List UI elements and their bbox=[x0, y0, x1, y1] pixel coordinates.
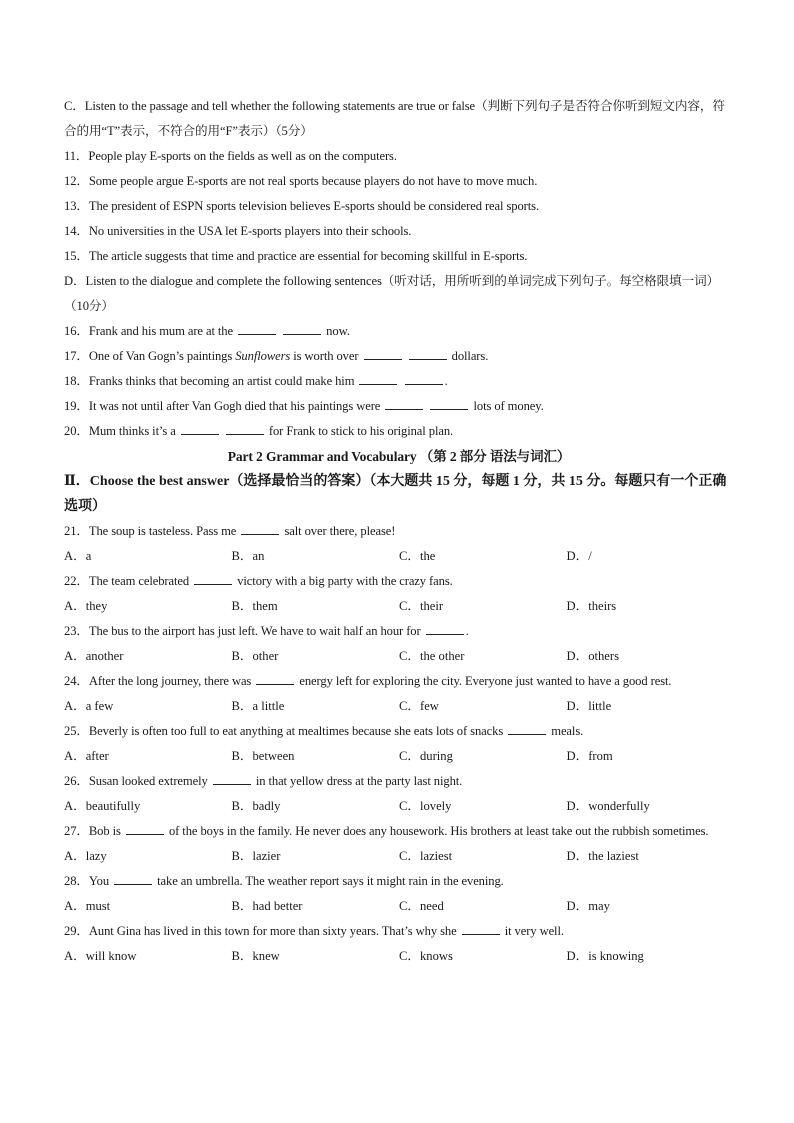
sentence-19 bbox=[64, 394, 734, 419]
sentence-18-text: 18．Franks thinks that becoming an artist could make him bbox=[64, 374, 355, 388]
answer-blank[interactable] bbox=[385, 398, 423, 410]
answer-blank[interactable] bbox=[508, 723, 546, 735]
option-c[interactable]: C．lovely bbox=[399, 799, 452, 813]
question-25 bbox=[64, 719, 734, 744]
question-26 bbox=[64, 769, 734, 794]
option-d[interactable]: D．/ bbox=[566, 549, 592, 563]
sentence-18-end: . bbox=[444, 374, 448, 388]
sentence-20-text: 20．Mum thinks it’s a bbox=[64, 424, 176, 438]
option-c[interactable]: C．their bbox=[399, 599, 444, 613]
option-a[interactable]: A．they bbox=[64, 599, 108, 613]
option-d[interactable]: D．wonderfully bbox=[566, 799, 650, 813]
option-a[interactable]: A．must bbox=[64, 899, 111, 913]
part2-heading: Part 2 Grammar and Vocabulary （第 2 部分 语法与词汇） bbox=[227, 449, 571, 464]
option-c[interactable]: C．the other bbox=[399, 649, 465, 663]
question-21-text: 21．The soup is tasteless. Pass me bbox=[64, 524, 237, 538]
question-24-end: energy left for exploring the city. Everyone just wanted to have a good rest. bbox=[299, 674, 672, 688]
question-26-text: 26．Susan looked extremely bbox=[64, 774, 208, 788]
option-b[interactable]: B．knew bbox=[231, 949, 280, 963]
statement-11: 11．People play E-sports on the fields as well as on the computers. bbox=[64, 149, 397, 163]
option-a[interactable]: A．after bbox=[64, 749, 109, 763]
option-d[interactable]: D．may bbox=[566, 899, 610, 913]
answer-blank[interactable] bbox=[409, 348, 447, 360]
question-23 bbox=[64, 619, 734, 644]
painting-title: Sunflowers bbox=[235, 349, 291, 363]
option-c[interactable]: C．the bbox=[399, 549, 436, 563]
sentence-20 bbox=[64, 419, 734, 444]
sentence-19-text: 19．It was not until after Van Gogh died that his paintings were bbox=[64, 399, 381, 413]
option-c[interactable]: C．knows bbox=[399, 949, 453, 963]
answer-blank[interactable] bbox=[426, 623, 464, 635]
question-21-options bbox=[64, 544, 734, 569]
question-26-options bbox=[64, 794, 734, 819]
question-29 bbox=[64, 919, 734, 944]
sentence-16-text: 16．Frank and his mum are at the bbox=[64, 324, 233, 338]
sentence-17 bbox=[64, 344, 734, 369]
exam-page bbox=[64, 94, 734, 969]
option-b[interactable]: B．badly bbox=[231, 799, 281, 813]
option-b[interactable]: B．an bbox=[231, 549, 265, 563]
option-d[interactable]: D．the laziest bbox=[566, 849, 639, 863]
answer-blank[interactable] bbox=[462, 923, 500, 935]
section-c-instruction: C．Listen to the passage and tell whether the following statements are true or false（判断下列句子是否符合你听到短文内容，符合的用“T”表示，不符合的用“F”表示）（5分） bbox=[64, 99, 725, 138]
option-c[interactable]: C．need bbox=[399, 899, 444, 913]
option-a[interactable]: A．will know bbox=[64, 949, 137, 963]
statement-15: 15．The article suggests that time and practice are essential for becoming skillful in E-sports. bbox=[64, 249, 528, 263]
option-b[interactable]: B．lazier bbox=[231, 849, 281, 863]
question-24-options bbox=[64, 694, 734, 719]
question-29-options bbox=[64, 944, 734, 969]
question-21 bbox=[64, 519, 734, 544]
answer-blank[interactable] bbox=[114, 873, 152, 885]
option-b[interactable]: B．had better bbox=[231, 899, 303, 913]
sentence-17-mid: is worth over bbox=[293, 349, 359, 363]
answer-blank[interactable] bbox=[126, 823, 164, 835]
option-b[interactable]: B．other bbox=[231, 649, 279, 663]
question-28-end: take an umbrella. The weather report says it might rain in the evening. bbox=[157, 874, 504, 888]
question-23-end: . bbox=[465, 624, 469, 638]
question-29-text: 29．Aunt Gina has lived in this town for more than sixty years. That’s why she bbox=[64, 924, 457, 938]
sentence-18 bbox=[64, 369, 734, 394]
answer-blank[interactable] bbox=[364, 348, 402, 360]
answer-blank[interactable] bbox=[283, 323, 321, 335]
question-25-text: 25．Beverly is often too full to eat anything at mealtimes because she eats lots of snacks bbox=[64, 724, 504, 738]
question-22-options bbox=[64, 594, 734, 619]
option-c[interactable]: C．laziest bbox=[399, 849, 453, 863]
answer-blank[interactable] bbox=[194, 573, 232, 585]
option-a[interactable]: A．another bbox=[64, 649, 124, 663]
answer-blank[interactable] bbox=[256, 673, 294, 685]
option-a[interactable]: A．a bbox=[64, 549, 92, 563]
option-a[interactable]: A．lazy bbox=[64, 849, 107, 863]
question-22 bbox=[64, 569, 734, 594]
answer-blank[interactable] bbox=[226, 423, 264, 435]
statement-13: 13．The president of ESPN sports television believes E-sports should be considered real sports. bbox=[64, 199, 540, 213]
sentence-16-end: now. bbox=[326, 324, 350, 338]
option-b[interactable]: B．between bbox=[231, 749, 295, 763]
question-21-end: salt over there, please! bbox=[284, 524, 396, 538]
sentence-20-end: for Frank to stick to his original plan. bbox=[268, 424, 454, 438]
answer-blank[interactable] bbox=[213, 773, 251, 785]
answer-blank[interactable] bbox=[359, 373, 397, 385]
option-d[interactable]: D．little bbox=[566, 699, 612, 713]
sentence-19-end: lots of money. bbox=[473, 399, 544, 413]
statement-14: 14．No universities in the USA let E-sports players into their schools. bbox=[64, 224, 412, 238]
question-24 bbox=[64, 669, 734, 694]
sentence-17-text: 17．One of Van Gogn’s paintings bbox=[64, 349, 233, 363]
option-b[interactable]: B．a little bbox=[231, 699, 285, 713]
statement-12: 12．Some people argue E-sports are not real sports because players do not have to move much. bbox=[64, 174, 538, 188]
section-ii-title: Ⅱ．Choose the best answer（选择最恰当的答案）（本大题共 15 分，每题 1 分，共 15 分。每题只有一个正确选项） bbox=[64, 474, 727, 514]
question-27-end: of the boys in the family. He never does any housework. His brothers at least take out the rubbish sometimes. bbox=[168, 824, 709, 838]
question-23-options bbox=[64, 644, 734, 669]
question-28-options bbox=[64, 894, 734, 919]
question-25-options bbox=[64, 744, 734, 769]
section-d-instruction: D．Listen to the dialogue and complete the following sentences（听对话，用所听到的单词完成下列句子。每空格限填一词）（10分） bbox=[64, 274, 720, 313]
question-29-end: it very well. bbox=[504, 924, 564, 938]
option-d[interactable]: D．theirs bbox=[566, 599, 617, 613]
question-27-text: 27．Bob is bbox=[64, 824, 121, 838]
answer-blank[interactable] bbox=[430, 398, 468, 410]
question-28-text: 28．You bbox=[64, 874, 110, 888]
answer-blank[interactable] bbox=[238, 323, 276, 335]
answer-blank[interactable] bbox=[241, 523, 279, 535]
question-22-text: 22．The team celebrated bbox=[64, 574, 190, 588]
question-23-text: 23．The bus to the airport has just left. We have to wait half an hour for bbox=[64, 624, 421, 638]
sentence-17-end: dollars. bbox=[451, 349, 489, 363]
option-b[interactable]: B．them bbox=[231, 599, 278, 613]
answer-blank[interactable] bbox=[181, 423, 219, 435]
question-26-end: in that yellow dress at the party last night. bbox=[255, 774, 463, 788]
question-28 bbox=[64, 869, 734, 894]
option-d[interactable]: D．others bbox=[566, 649, 619, 663]
question-22-end: victory with a big party with the crazy fans. bbox=[237, 574, 453, 588]
answer-blank[interactable] bbox=[405, 373, 443, 385]
option-c[interactable]: C．during bbox=[399, 749, 453, 763]
question-27 bbox=[64, 819, 734, 844]
option-d[interactable]: D．from bbox=[566, 749, 613, 763]
question-27-options bbox=[64, 844, 734, 869]
sentence-16 bbox=[64, 319, 734, 344]
question-25-end: meals. bbox=[551, 724, 584, 738]
option-d[interactable]: D．is knowing bbox=[566, 949, 644, 963]
option-c[interactable]: C．few bbox=[399, 699, 439, 713]
option-a[interactable]: A．beautifully bbox=[64, 799, 141, 813]
option-a[interactable]: A．a few bbox=[64, 699, 114, 713]
question-24-text: 24．After the long journey, there was bbox=[64, 674, 252, 688]
